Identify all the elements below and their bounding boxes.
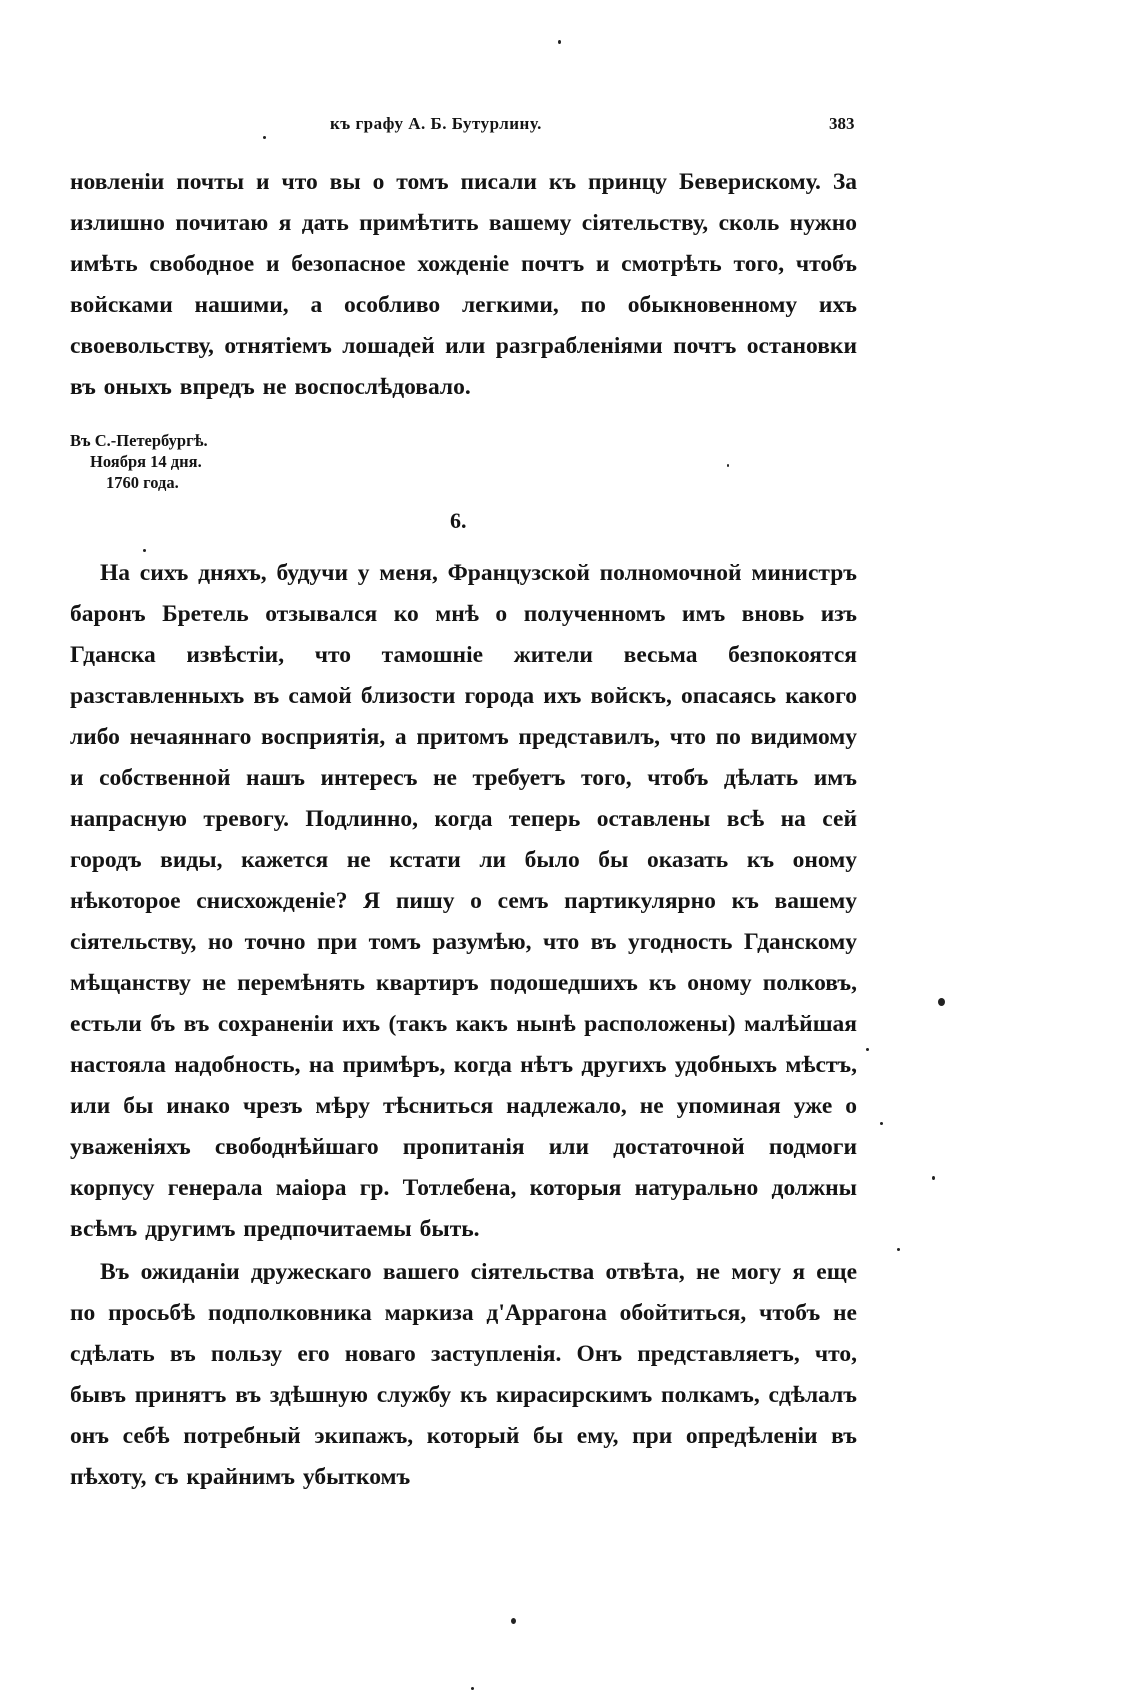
continued-paragraph: новленіи почты и что вы о томъ писали къ принцу Беверискому. За излишно почитаю я дать примѣтить вашему сіятельству, сколь нужно имѣть свободное и безопасное хожденіе почтъ и смотрѣть того, чтобъ войсками нашими, а особливо легкими, по обыкновенному ихъ своевольству, отнятіемъ лошадей или разграбленіями почтъ остановки въ оныхъ впредъ не воспослѣдовало. [70, 169, 857, 400]
letter-paragraph: Въ ожиданіи дружескаго вашего сіятельства отвѣта, не могу я еще по просьбѣ подполковника маркиза д'Аррагона обойтиться, чтобъ не сдѣлать въ пользу его новаго заступленія. Онъ представляетъ, что, бывъ принятъ въ здѣшную службу къ кирасирскимъ полкамъ, сдѣлалъ онъ себѣ потребный экипажъ, который бы ему, при опредѣленіи въ пѣхоту, съ крайнимъ убыткомъ [70, 1259, 857, 1490]
scan-speck [880, 1122, 883, 1125]
scan-speck [897, 1248, 900, 1251]
letter-paragraph: На сихъ дняхъ, будучи у меня, Французской полномочной министръ баронъ Бретель отзывался ко мнѣ о полученномъ имъ вновь изъ Гданска извѣстіи, что тамошніе жители весьма безпокоятся разставленныхъ въ самой близости города ихъ войскъ, опасаясь какого либо нечаяннаго восприятія, а притомъ представилъ, что по видимому и собственной нашъ интересъ не требуетъ того, чтобъ дѣлать имъ напрасную тревогу. Подлинно, когда теперь оставлены всѣ на сей городъ виды, кажется не кстати ли было бы оказать къ оному нѣкоторое снисхожденіе? Я пишу о семъ партикулярно къ вашему сіятельству, но точно при томъ разумѣю, что въ угодность Гданскому мѣщанству не перемѣнять квартиръ подошедшихъ къ оному полковъ, естьли бъ въ сохраненіи ихъ (такъ какъ нынѣ расположены) малѣйшая настояла надобность, на примѣръ, когда нѣтъ другихъ удобныхъ мѣстъ, или бы инако чрезъ мѣру тѣсниться надлежало, не упоминая уже о уваженіяхъ свободнѣйшаго пропитанія или достаточной подмоги корпусу генерала маіора гр. Тотлебена, которыя натурально должны всѣмъ другимъ предпочитаемы быть. [70, 560, 857, 1242]
dateline-year: 1760 года. [106, 473, 179, 492]
scan-speck [471, 1687, 474, 1690]
scan-speck [938, 998, 945, 1006]
dateline-place: Въ С.-Петербургѣ. [70, 431, 208, 450]
scan-speck [511, 1618, 516, 1624]
scan-speck [263, 136, 266, 139]
page-number: 383 [829, 114, 855, 133]
scan-speck [932, 1176, 935, 1180]
dateline [70, 430, 208, 493]
scan-speck [143, 549, 146, 552]
scan-speck [558, 40, 561, 44]
scan-speck [727, 464, 729, 467]
letter-number: 6. [450, 508, 467, 533]
running-title: къ графу А. Б. Бутурлину. [330, 114, 542, 133]
scan-speck [866, 1048, 869, 1051]
continued-text-block [70, 162, 857, 408]
letter-body [70, 553, 857, 1498]
dateline-date: Ноября 14 дня. [90, 452, 202, 471]
page-header [0, 114, 1140, 144]
